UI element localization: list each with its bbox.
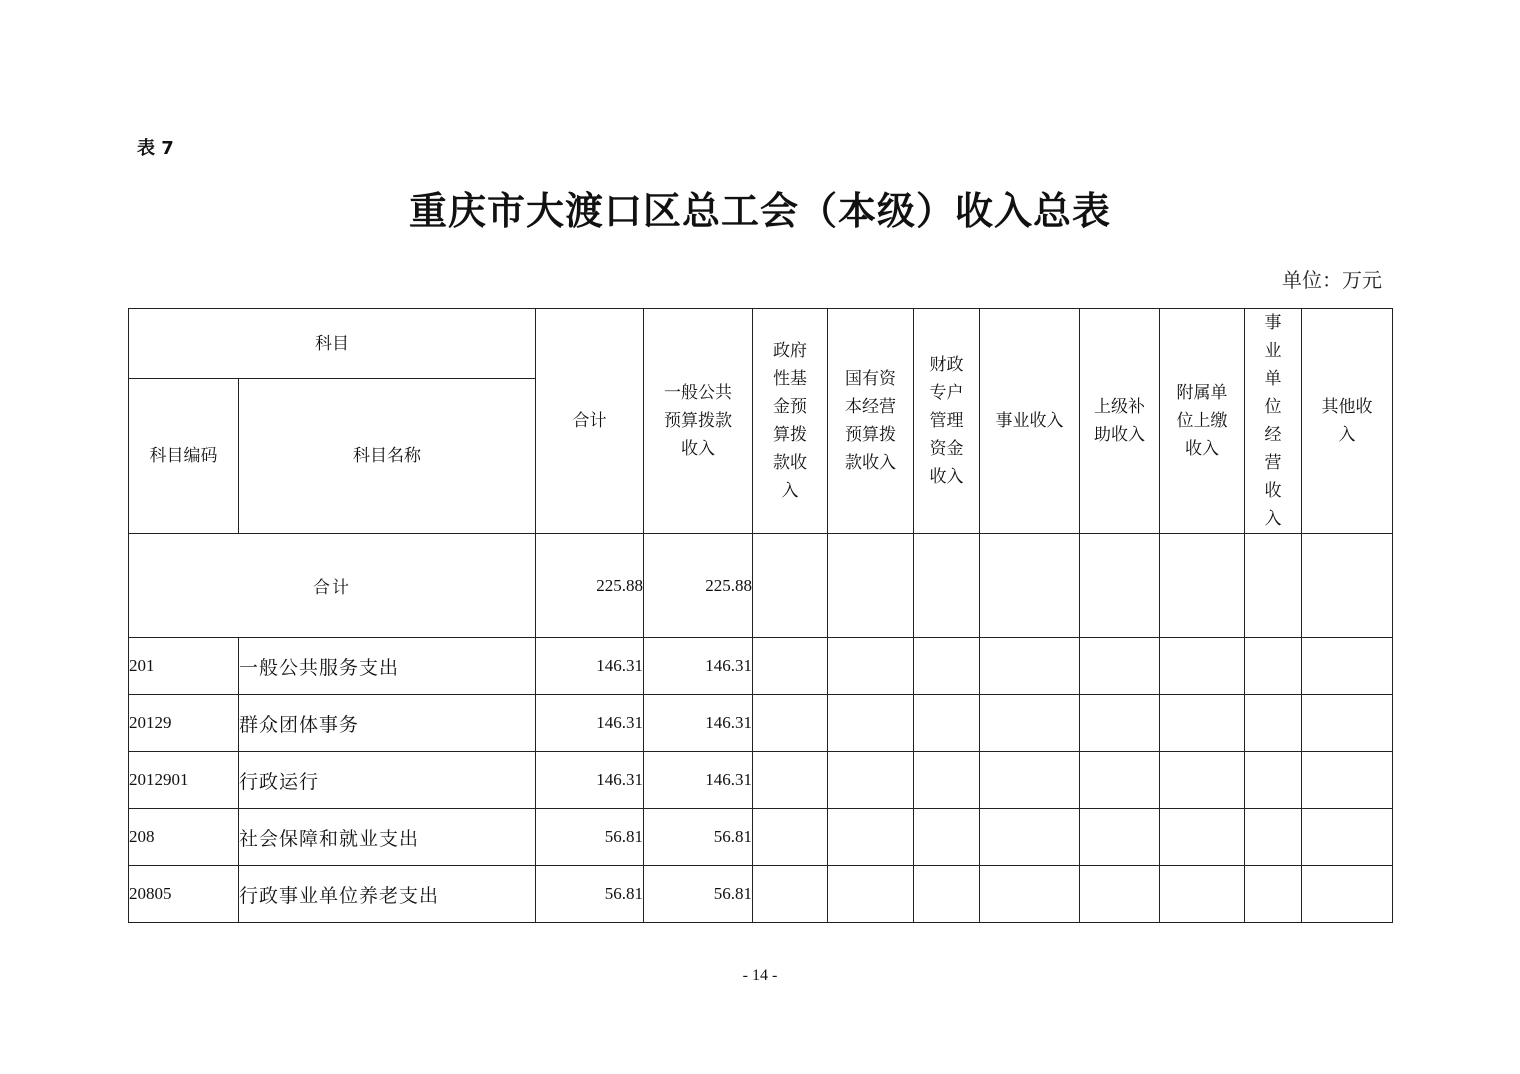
row-cell [914,638,980,695]
row-cell [1245,866,1302,923]
header-operating-income: 事业单位经营收入 [1245,309,1302,534]
table-row [129,809,1393,866]
table-row [129,752,1393,809]
row-cell [828,752,914,809]
row-cell [828,866,914,923]
row-total: 146.31 [536,638,644,695]
row-total: 56.81 [536,809,644,866]
row-cell [1245,752,1302,809]
table-row [129,866,1393,923]
row-cell [980,809,1080,866]
row-cell [1160,866,1245,923]
row-cell [980,866,1080,923]
row-cell [980,752,1080,809]
header-subject-name: 科目名称 [239,379,536,534]
row-cell [1080,752,1160,809]
row-name: 社会保障和就业支出 [239,809,536,866]
row-cell [914,809,980,866]
document-title: 重庆市大渡口区总工会（本级）收入总表 [408,189,1111,233]
row-total: 56.81 [536,866,644,923]
row-general-budget: 146.31 [644,695,753,752]
row-cell [753,866,828,923]
row-general-budget: 146.31 [644,638,753,695]
header-total: 合计 [536,309,644,534]
row-total: 146.31 [536,752,644,809]
unit-label: 单位：万元 [1282,268,1382,292]
row-cell [1302,695,1393,752]
row-cell [980,638,1080,695]
row-cell [914,752,980,809]
header-subject-group: 科目 [129,309,536,379]
row-cell [914,695,980,752]
header-state-capital: 国有资本经营预算拨款收入 [828,309,914,534]
row-cell [753,638,828,695]
total-row-general-budget: 225.88 [644,534,753,638]
row-name: 行政事业单位养老支出 [239,866,536,923]
income-summary-table [128,308,1393,923]
row-code: 201 [129,638,239,695]
row-cell [1160,638,1245,695]
row-general-budget: 56.81 [644,866,753,923]
row-cell [1080,866,1160,923]
total-row-total: 225.88 [536,534,644,638]
row-code: 208 [129,809,239,866]
row-cell [1160,695,1245,752]
row-code: 2012901 [129,752,239,809]
row-code: 20129 [129,695,239,752]
row-name: 行政运行 [239,752,536,809]
total-row-gov-fund [753,534,828,638]
header-upper-subsidy: 上级补助收入 [1080,309,1160,534]
total-row-business-income [980,534,1080,638]
row-cell [1302,638,1393,695]
row-cell [1302,752,1393,809]
row-cell [753,809,828,866]
total-row-operating-income [1245,534,1302,638]
total-row-affiliated-income [1160,534,1245,638]
row-cell [1080,809,1160,866]
row-cell [1080,638,1160,695]
total-row-other-income [1302,534,1393,638]
row-cell [980,695,1080,752]
total-row-fiscal-account [914,534,980,638]
header-gov-fund: 政府性基金预算拨款收入 [753,309,828,534]
row-cell [828,695,914,752]
table-row [129,638,1393,695]
table-row [129,695,1393,752]
table-total-row [129,534,1393,638]
row-cell [1245,809,1302,866]
row-general-budget: 146.31 [644,752,753,809]
header-subject-code: 科目编码 [129,379,239,534]
header-fiscal-account: 财政专户管理资金收入 [914,309,980,534]
row-total: 146.31 [536,695,644,752]
row-cell [828,809,914,866]
row-cell [753,752,828,809]
row-cell [828,638,914,695]
row-cell [1160,809,1245,866]
row-name: 一般公共服务支出 [239,638,536,695]
page-number: - 14 - [742,967,778,984]
table-number-label: 表 7 [137,138,174,159]
row-name: 群众团体事务 [239,695,536,752]
row-cell [1080,695,1160,752]
header-affiliated-income: 附属单位上缴收入 [1160,309,1245,534]
header-business-income: 事业收入 [980,309,1080,534]
row-cell [753,695,828,752]
row-cell [1302,809,1393,866]
header-other-income: 其他收入 [1302,309,1393,534]
total-row-label: 合计 [129,534,536,638]
total-row-state-capital [828,534,914,638]
row-general-budget: 56.81 [644,809,753,866]
row-cell [914,866,980,923]
row-cell [1245,638,1302,695]
row-code: 20805 [129,866,239,923]
row-cell [1160,752,1245,809]
total-row-upper-subsidy [1080,534,1160,638]
header-general-budget: 一般公共预算拨款收入 [644,309,753,534]
row-cell [1245,695,1302,752]
row-cell [1302,866,1393,923]
